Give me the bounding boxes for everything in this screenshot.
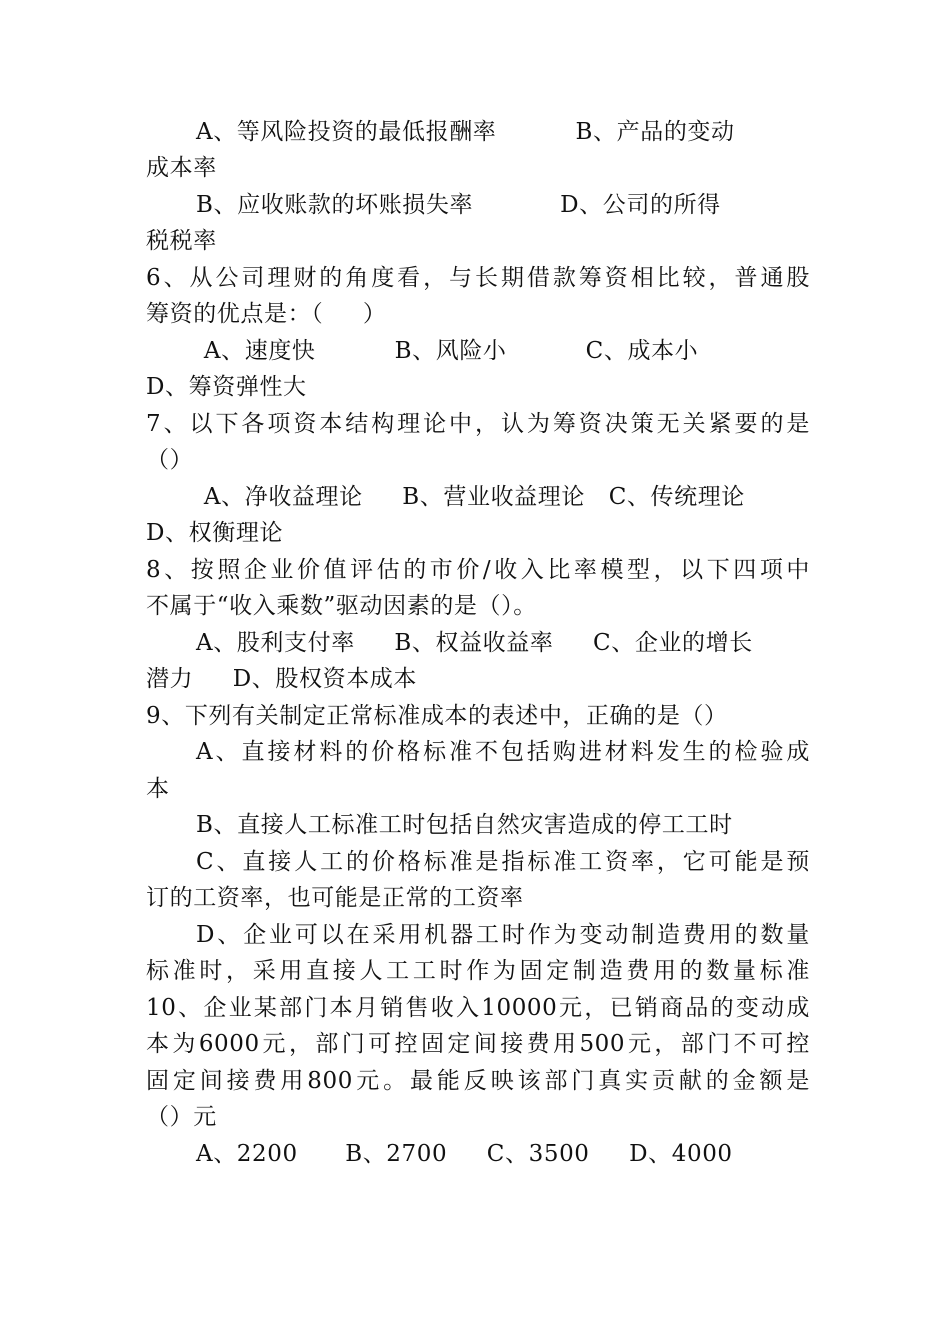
- text-line: 标准时，采用直接人工工时作为固定制造费用的数量标准: [146, 958, 810, 984]
- text-line: 固定间接费用800元。最能反映该部门真实贡献的金额是: [146, 1068, 810, 1094]
- text-line: 潜力 D、股权资本成本: [146, 666, 417, 692]
- question-10-options: A、2200 B、2700 C、3500 D、4000: [196, 1141, 733, 1167]
- text-line: 不属于“收入乘数”驱动因素的是（）。: [146, 593, 537, 619]
- text-line: 筹资的优点是：（ ）: [146, 301, 387, 327]
- question-10-text: 10、企业某部门本月销售收入10000元，已销商品的变动成: [146, 995, 810, 1021]
- text-line: A、等风险投资的最低报酬率 B、产品的变动: [196, 119, 735, 145]
- question-7-options: A、净收益理论 B、营业收益理论 C、传统理论: [196, 484, 745, 510]
- text-line: 订的工资率，也可能是正常的工资率: [146, 885, 524, 911]
- question-9-option-c: C、直接人工的价格标准是指标准工资率，它可能是预: [196, 849, 810, 875]
- question-7-text: 7、以下各项资本结构理论中，认为筹资决策无关紧要的是: [146, 411, 810, 437]
- question-6-text: 6、从公司理财的角度看，与长期借款筹资相比较，普通股: [146, 265, 810, 291]
- text-line: B、应收账款的坏账损失率 D、公司的所得: [196, 192, 721, 218]
- text-line: （）: [146, 447, 194, 473]
- text-line: 本: [146, 776, 170, 802]
- question-8-options: A、股利支付率 B、权益收益率 C、企业的增长: [196, 630, 753, 656]
- question-6-options: A、速度快 B、风险小 C、成本小: [196, 338, 699, 364]
- question-9-text: 9、下列有关制定正常标准成本的表述中，正确的是（）: [146, 703, 728, 729]
- question-9-option-a: A、直接材料的价格标准不包括购进材料发生的检验成: [196, 739, 810, 765]
- question-8-text: 8、按照企业价值评估的市价/收入比率模型，以下四项中: [146, 557, 810, 583]
- text-line: 成本率: [146, 155, 217, 181]
- text-line: 本为6000元，部门可控固定间接费用500元，部门不可控: [146, 1031, 810, 1057]
- question-9-option-d: D、企业可以在采用机器工时作为变动制造费用的数量: [196, 922, 810, 948]
- text-line: 税税率: [146, 228, 217, 254]
- text-line: D、筹资弹性大: [146, 374, 307, 400]
- text-line: （）元: [146, 1104, 217, 1130]
- question-9-option-b: B、直接人工标准工时包括自然灾害造成的停工工时: [196, 812, 733, 838]
- text-line: D、权衡理论: [146, 520, 284, 546]
